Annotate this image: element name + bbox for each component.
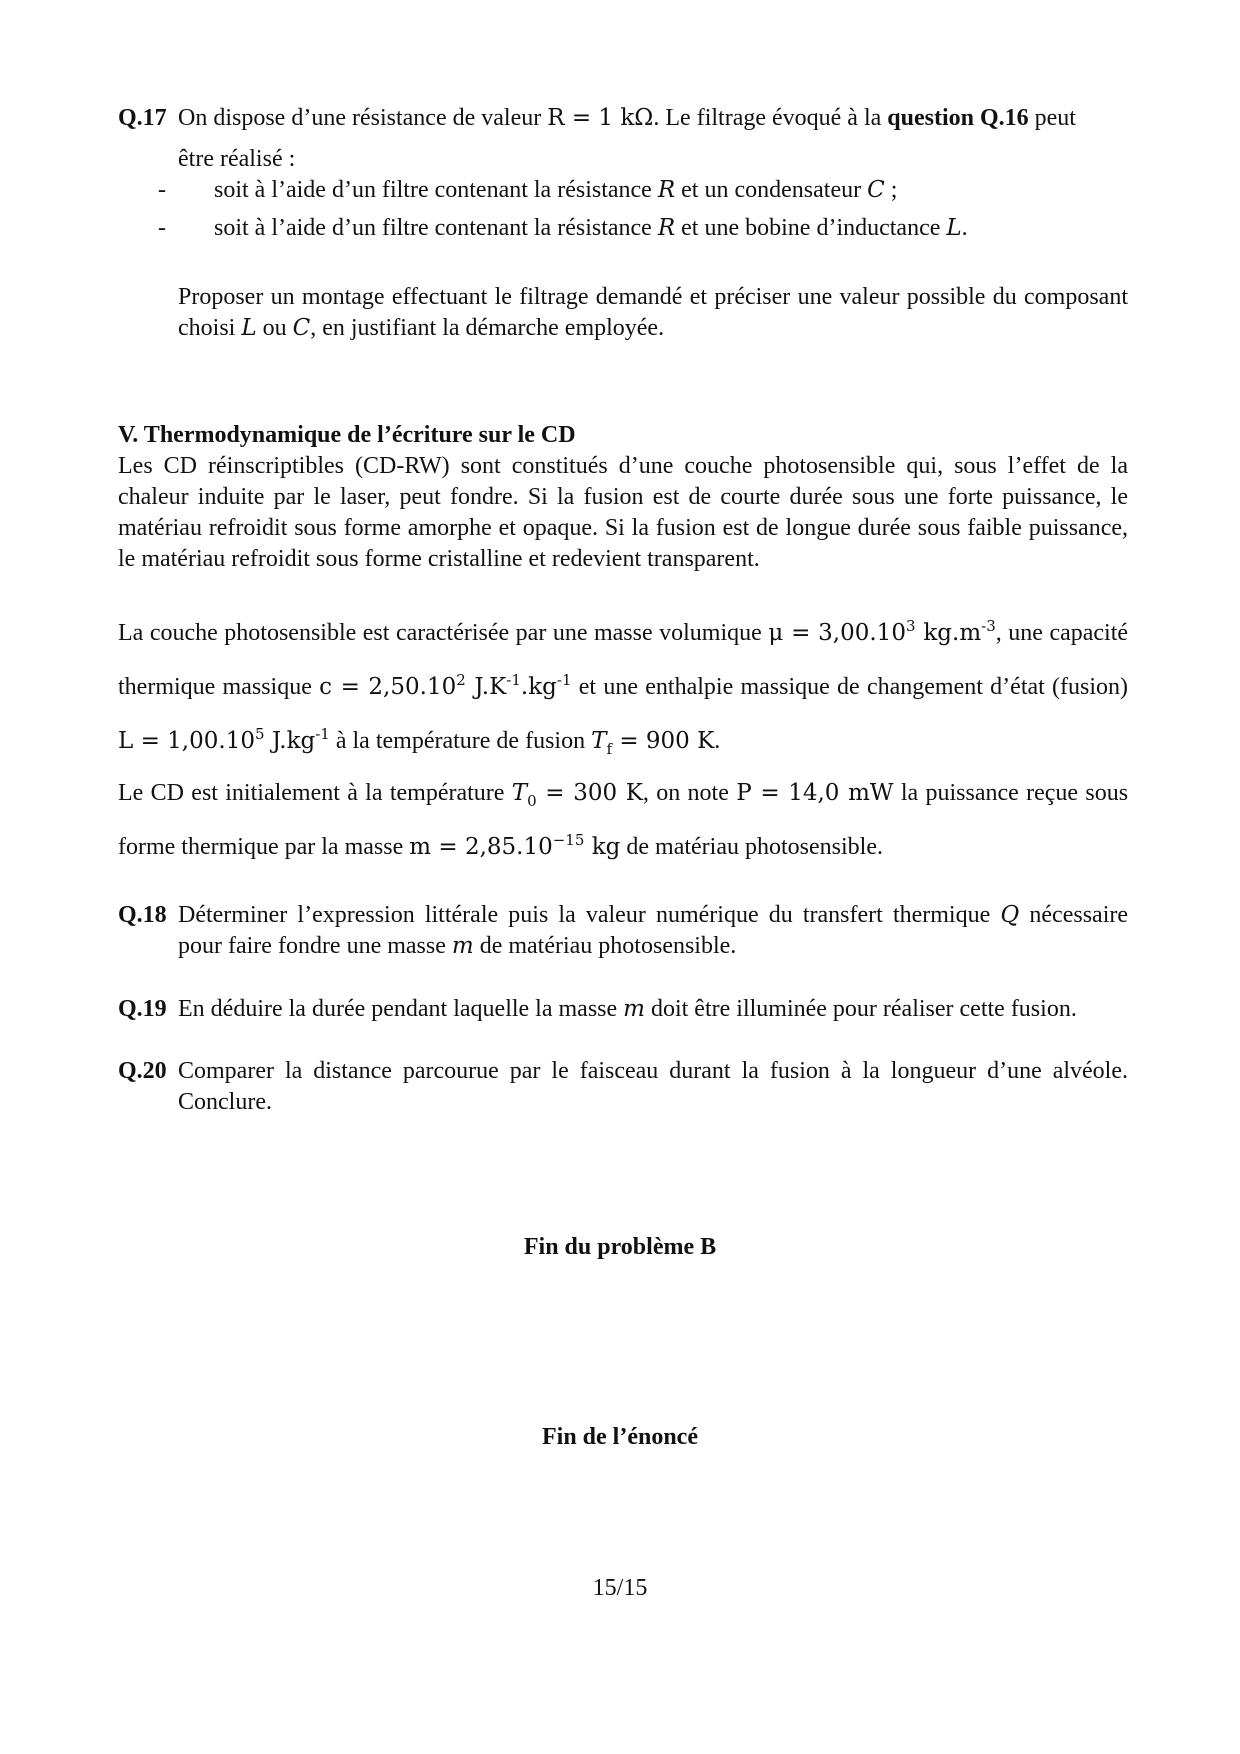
section-title: V. Thermodynamique de l’écriture sur le CD	[118, 422, 576, 448]
page-number: 15/15	[592, 1575, 648, 1601]
density-value: $\mu = 3,00.10^3$ $kg.m^{-3}$	[768, 617, 996, 646]
document-page: Q.17 On dispose d’une résistance de valeur R = 1 kΩ. Le filtrage évoqué à la question Q.16 peut être réalisé : - soit à l’aide d’un filtre contenant la résistance R et un condensateur C ; - soit à l’aide d’un filtre contenant la résistance R et une bobine d’inductance L. Proposer un montage effectuant le filtrage demandé et préciser une valeur possible du composant choisi L ou C, en justifiant la démarche employée. V. Thermodynamique de l’écriture sur le CD Les CD réinscriptibles (CD-RW) sont constitués d’une couche photosensible qui, sous l’effet de la chaleur induite par le laser, peut fondre. Si la fusion est de courte durée sous une forte puissance, le matériau refroidit sous forme amorphe et opaque. Si la fusion est de longue durée sous faible puissance, le matériau refroidit sous forme cristalline et redevient transparent. La couche photosensible est caractérisée par une masse volumique $\mu = 3,00.10^3$ $kg.m^{-3}$, une capacité thermique massique $c = 2,50.10^2$ $J.K^{-1}.kg^{-1}$ et une enthalpie massique de changement d’état (fusion) $L = 1,00.10^5$ $J.kg^{-1}$ à la température de fusion $T_f = 900$ K. Le CD est initialement à la température $T_0 = 300$ K, on note P = 14,0 mW la puissance reçue sous forme thermique par la masse $m = 2,85.10^{-15}$ kg de matériau photosensible. Q.18 Déterminer l’expression littérale puis la valeur numérique du transfert thermique Q nécessaire pour faire fondre une masse m de matériau photosensible. Q.19 En déduire la durée pendant laquelle la masse m doit être illuminée pour réaliser cette fusion. Q.20 Comparer la distance parcourue par le faisceau durant la fusion à la longueur d’une alvéole. Conclure. Fin du problème B Fin de l’énoncé 15/15	[0, 0, 1240, 1754]
question-number: Q.17	[118, 105, 167, 131]
question-18: Q.18 Déterminer l’expression littérale puis la valeur numérique du transfert thermique Q nécessaire pour faire fondre une masse m de matériau photosensible.	[118, 902, 1129, 959]
question-number: Q.18	[118, 902, 167, 928]
heat-capacity-value: $c = 2,50.10^2$ $J.K^{-1}.kg^{-1}$	[319, 671, 572, 700]
question-number: Q.19	[118, 996, 167, 1022]
question-17: Q.17 On dispose d’une résistance de valeur R = 1 kΩ. Le filtrage évoqué à la question Q.16 peut être réalisé :	[118, 105, 1076, 172]
latent-heat-value: $L = 1,00.10^5$ $J.kg^{-1}$	[118, 725, 330, 754]
initial-conditions-paragraph: Le CD est initialement à la température $T_0 = 300$ K, on note P = 14,0 mW la puissance reçue sous forme thermique par la masse $m = 2,85.10^{-15}$ kg de matériau photosensible.	[118, 780, 1129, 860]
power-value: P = 14,0 mW	[736, 780, 894, 806]
mass-value: $m = 2,85.10^{-15}$ kg	[409, 831, 621, 860]
question-19: Q.19 En déduire la durée pendant laquelle la masse m doit être illuminée pour réaliser cette fusion.	[118, 994, 1128, 1025]
question-20: Q.20 Comparer la distance parcourue par le faisceau durant la fusion à la longueur d’une alvéole. Conclure.	[118, 1058, 1128, 1115]
initial-temperature-value: $T_0 = 300$ K	[511, 780, 643, 810]
end-of-problem: Fin du problème B	[523, 1234, 717, 1260]
end-of-statement: Fin de l’énoncé	[542, 1424, 698, 1450]
question-17-task: Proposer un montage effectuant le filtrage demandé et préciser une valeur possible du composant choisi L ou C, en justifiant la démarche employée.	[178, 284, 1128, 341]
question-reference: question Q.16	[887, 105, 1029, 131]
resistance-value: R = 1 kΩ	[547, 105, 654, 131]
fusion-temperature-value: $T_f = 900$ K	[591, 728, 715, 758]
material-properties-paragraph: La couche photosensible est caractérisée par une masse volumique $\mu = 3,00.10^3$ $kg.m^{-3}$, une capacité thermique massique $c = 2,50.10^2$ $J.K^{-1}.kg^{-1}$ et une enthalpie massique de changement d’état (fusion) $L = 1,00.10^5$ $J.kg^{-1}$ à la température de fusion $T_f = 900$ K.	[118, 617, 1129, 758]
section-paragraph: Les CD réinscriptibles (CD-RW) sont constitués d’une couche photosensible qui, sous l’effet de la chaleur induite par le laser, peut fondre. Si la fusion est de courte durée sous une forte puissance, le matériau refroidit sous forme amorphe et opaque. Si la fusion est de longue durée sous faible puissance, le matériau refroidit sous forme cristalline et redevient transparent.	[118, 453, 1128, 572]
question-number: Q.20	[118, 1058, 167, 1084]
